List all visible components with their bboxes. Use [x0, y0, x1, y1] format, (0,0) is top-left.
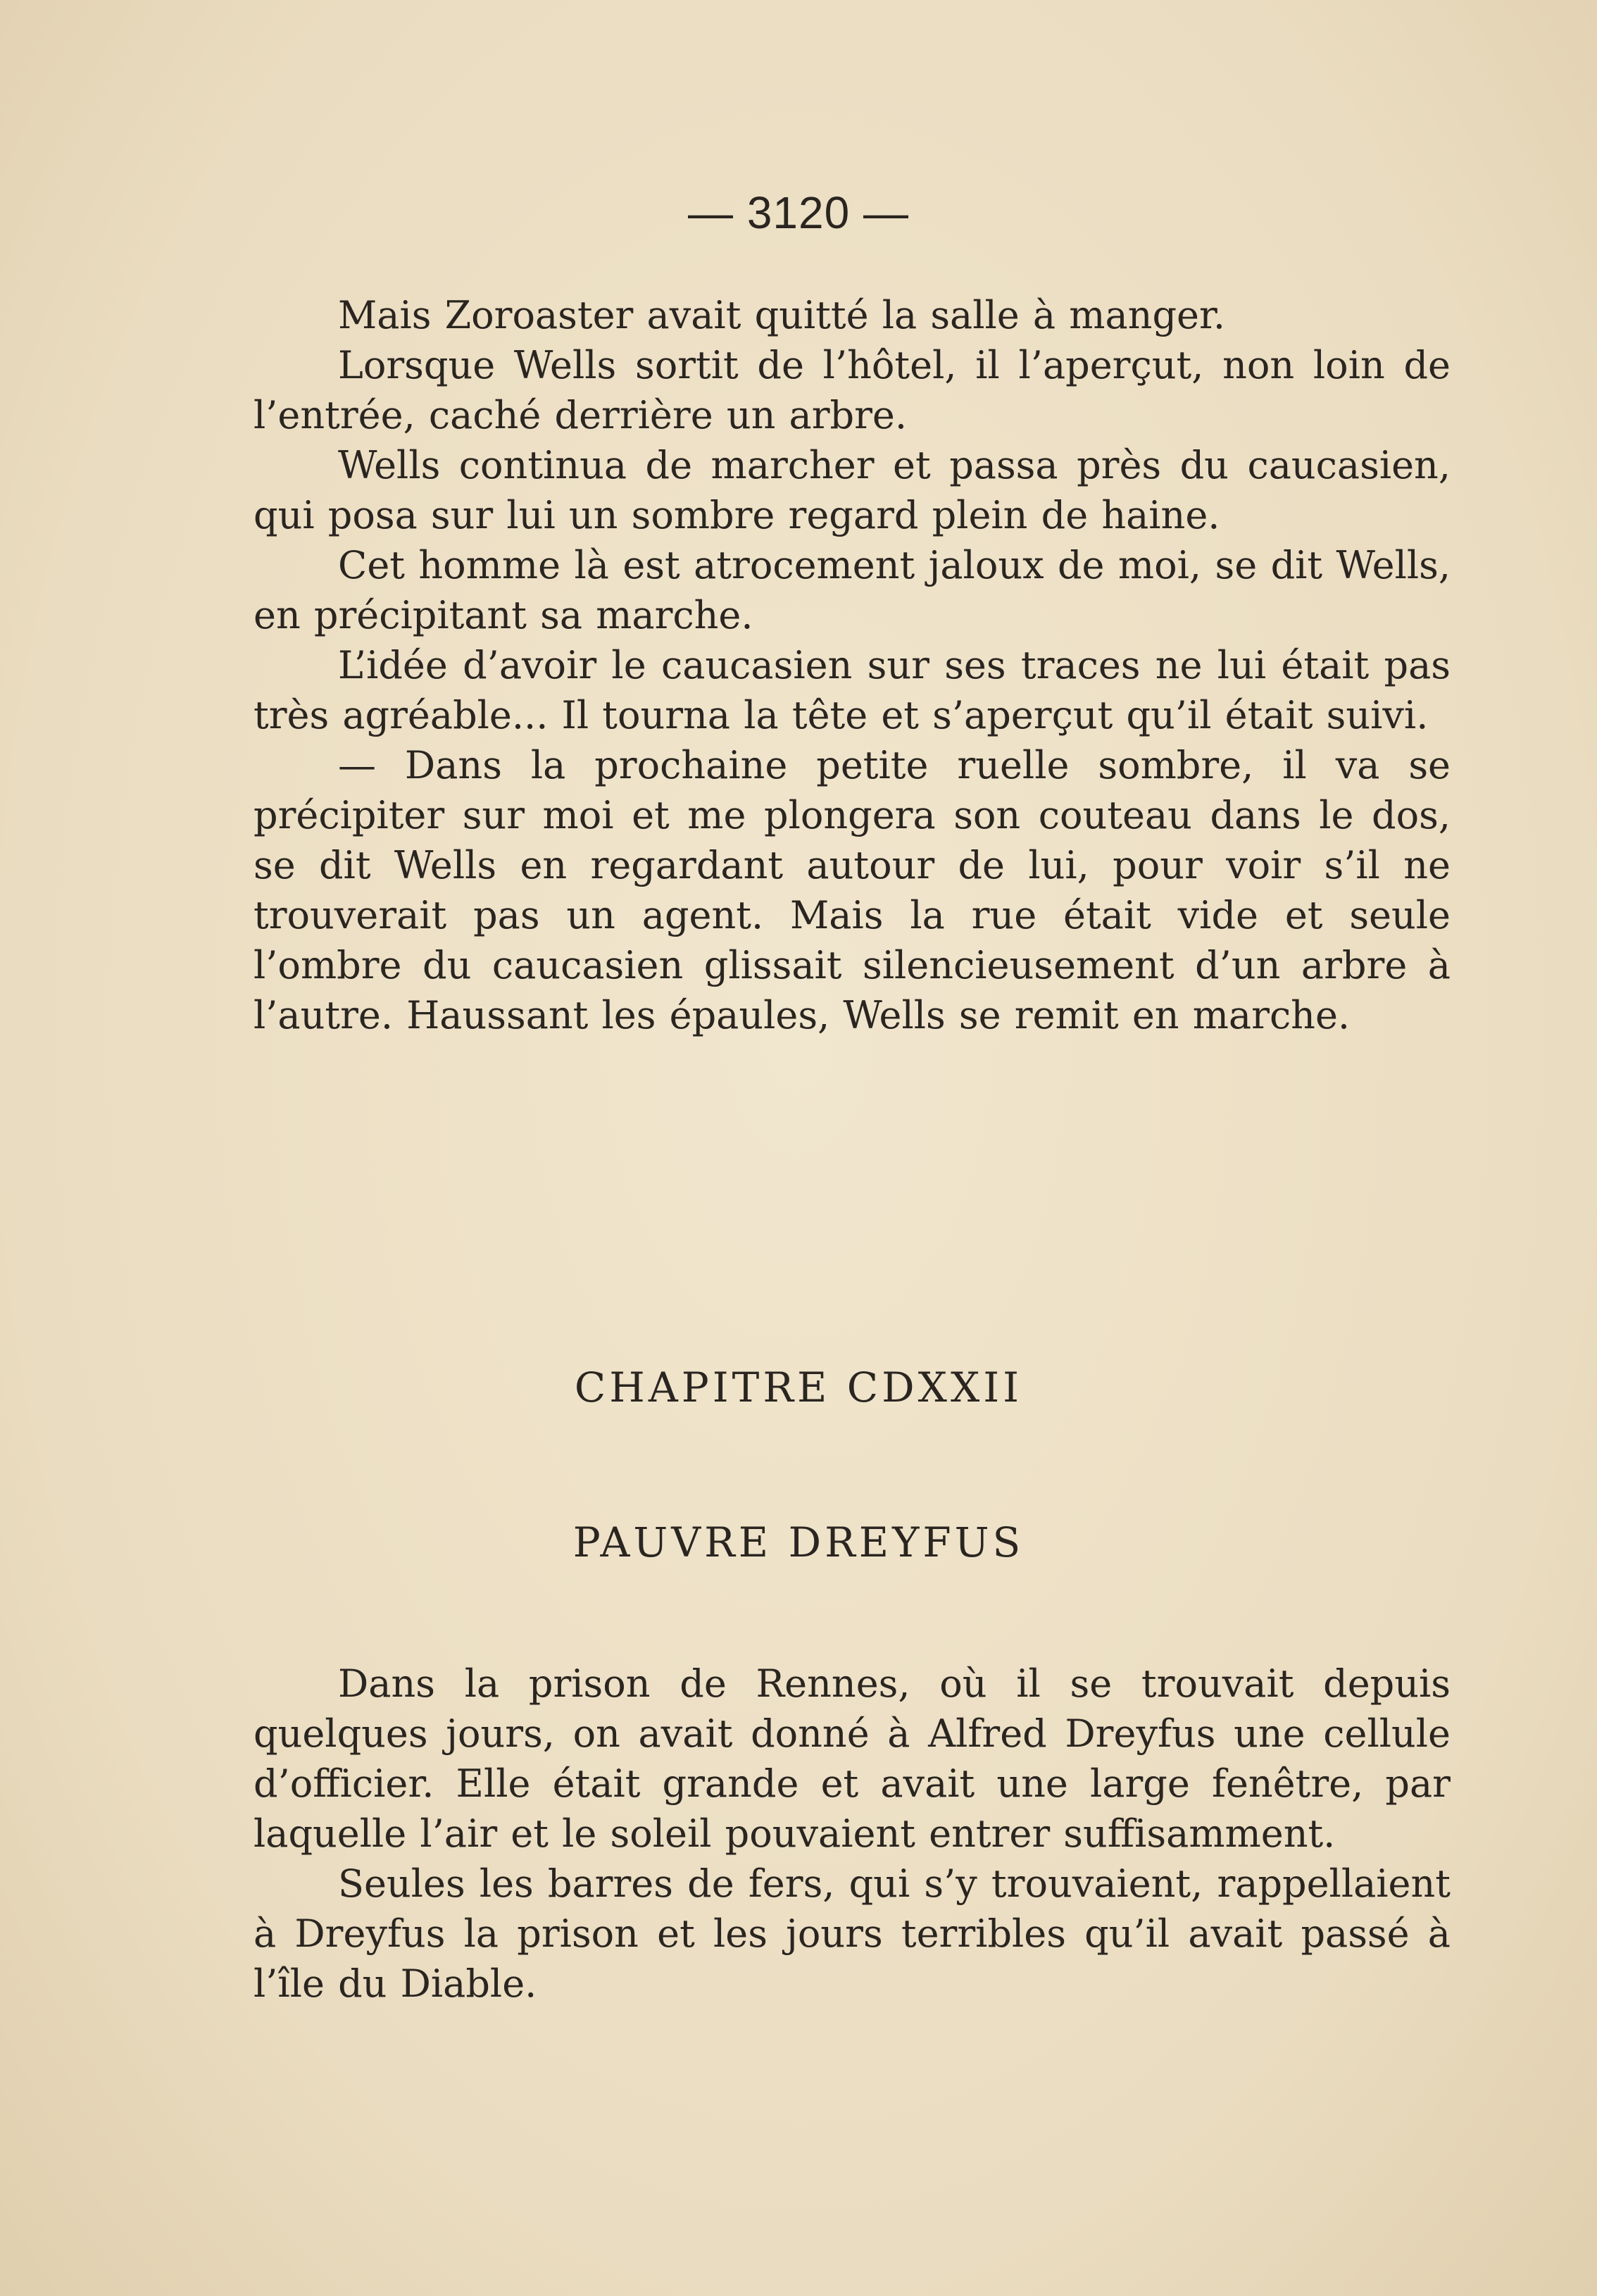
text-section-1	[253, 290, 1451, 1040]
paragraph: Wells continua de marcher et passa près du caucasien, qui posa sur lui un sombre regard plein de haine.	[253, 443, 1451, 537]
paragraph: Lorsque Wells sortit de l’hôtel, il l’aperçut, non loin de l’entrée, caché derrière un arbre.	[253, 343, 1451, 437]
paragraph: — Dans la prochaine petite ruelle sombre, il va se précipiter sur moi et me plongera son couteau dans le dos, se dit Wells en regardant autour de lui, pour voir s’il ne trouverait pas un agent. Mais la rue était vide et seule l’ombre du caucasien glissait silencieusement d’un arbre à l’autre. Haussant les épaules, Wells se remit en marche.	[253, 743, 1451, 1037]
paragraph: Seules les barres de fers, qui s’y trouvaient, rappellaient à Dreyfus la prison et les jours terribles qu’il avait passé à l’île du Diable.	[253, 1861, 1451, 2006]
paragraph: Dans la prison de Rennes, où il se trouvait depuis quelques jours, on avait donné à Alfred Dreyfus une cellule d’officier. Elle était grande et avait une large fenêtre, par laquelle l’air et le soleil pouvaient entrer suffisamment.	[253, 1661, 1451, 1856]
chapter-title: CHAPITRE CDXXII	[574, 1364, 1023, 1411]
page-number: — 3120 —	[688, 187, 909, 238]
paragraph: Mais Zoroaster avait quitté la salle à manger.	[338, 293, 1226, 337]
paragraph: Cet homme là est atrocement jaloux de moi, se dit Wells, en précipitant sa marche.	[253, 543, 1451, 637]
paragraph: L’idée d’avoir le caucasien sur ses traces ne lui était pas très agréable... Il tourna la tête et s’aperçut qu’il était suivi.	[253, 643, 1451, 737]
chapter-subtitle: PAUVRE DREYFUS	[572, 1518, 1025, 1566]
text-section-2	[253, 1659, 1451, 2009]
